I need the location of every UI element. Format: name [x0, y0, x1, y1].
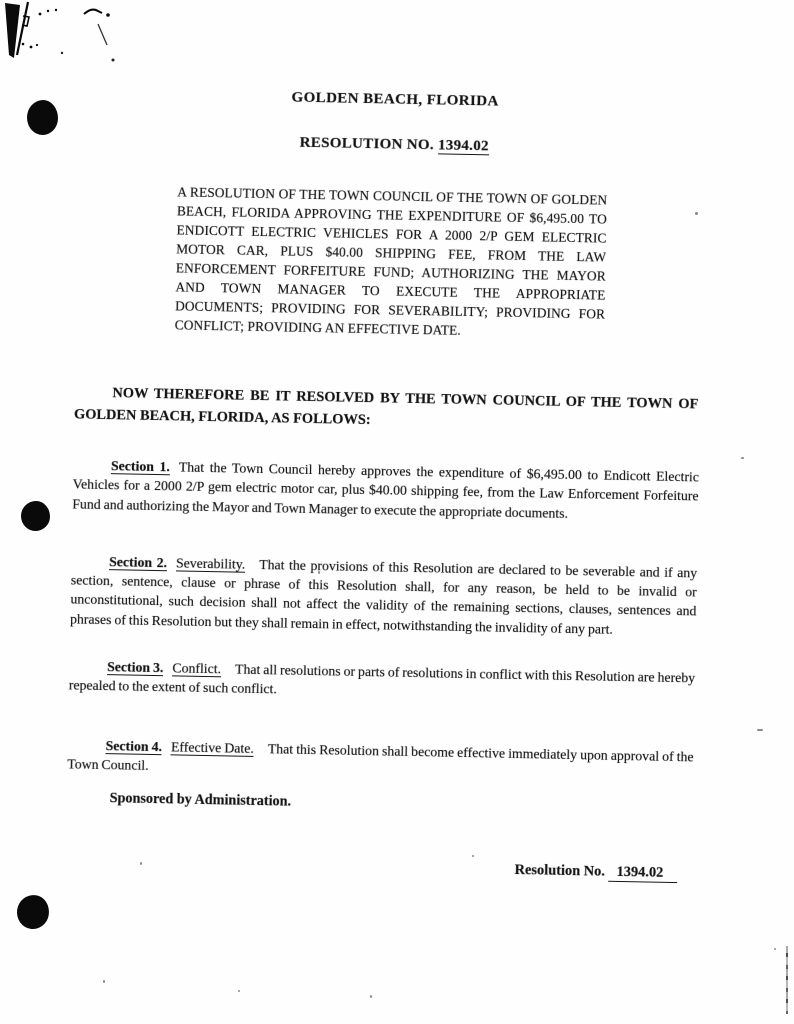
section-1	[72, 455, 699, 525]
section-3	[69, 656, 696, 707]
section-3-body: That all resolutions or parts of resolutions in conflict with this Resolution are hereby repealed to the extent of such conflict.	[68, 661, 696, 697]
toner-speck	[238, 990, 240, 992]
section-3-subheading: Conflict.	[172, 660, 222, 677]
toner-speck	[103, 980, 105, 983]
section-4	[67, 735, 694, 786]
resolution-number-label: RESOLUTION NO.	[299, 134, 435, 154]
scan-edge-artifact	[786, 946, 788, 1014]
footer-resolution-number	[0, 850, 778, 885]
sponsored-by-line: Sponsored by Administration.	[109, 790, 292, 810]
section-1-heading: Section 1.	[110, 458, 171, 475]
toner-speck	[370, 995, 372, 998]
section-1-body: That the Town Council hereby approves the expenditure of $6,495.00 to Endicott Electric Vehicles for a 2000 2/P gem electric motor car, plus $40.00 shipping fee, from the Law Enforcement Forfeiture Fund and authorizing the Mayor and Town Manager to execute the appropriate documents.	[72, 459, 700, 521]
section-2-subheading: Severability.	[175, 555, 246, 572]
footer-resolution-value: 1394.02	[608, 864, 677, 883]
footer-resolution-label: Resolution No.	[514, 862, 606, 880]
section-4-subheading: Effective Date.	[170, 739, 255, 756]
section-2	[70, 551, 697, 640]
section-2-heading: Section 2.	[109, 554, 168, 571]
document-title: GOLDEN BEACH, FLORIDA	[291, 89, 499, 110]
section-4-body: That this Resolution shall become effective immediately upon approval of the Town Council.	[67, 740, 694, 773]
resolution-number-value: 1394.02	[437, 137, 489, 155]
section-3-heading: Section 3.	[107, 659, 164, 676]
section-2-body: That the provisions of this Resolution are declared to be severable and if any section, sentence, clause or phrase of this Resolution shall, for any reason, be held to be invalid or unconstitutional, such decision shall not affect the validity of the remaining sections, clauses, sentences and phrases of this Resolution but they shall remain in effect, notwithstanding the invalidity of any part.	[69, 556, 698, 637]
resolved-clause: NOW THEREFORE BE IT RESOLVED BY THE TOWN COUNCIL OF THE TOWN OF GOLDEN BEACH, FLORIDA, AS FOLLOWS:	[73, 385, 699, 428]
preamble-clause: A RESOLUTION OF THE TOWN COUNCIL OF THE TOWN OF GOLDEN BEACH, FLORIDA APPROVING THE EXPENDITURE OF $6,495.00 TO ENDICOTT ELECTRIC VEHICLES FOR A 2000 2/P GEM ELECTRIC MOTOR CAR, PLUS $40.00 SHIPPING FEE, FROM THE LAW ENFORCEMENT FORFEITURE FUND; AUTHORIZING THE MAYOR AND TOWN MANAGER TO EXECUTE THE APPROPRIATE DOCUMENTS; PROVIDING FOR SEVERABILITY; PROVIDING FOR CONFLICT; PROVIDING AN EFFECTIVE DATE.	[174, 184, 608, 338]
section-4-heading: Section 4.	[105, 737, 163, 754]
toner-speck	[774, 948, 776, 950]
hole-punch-mark	[15, 893, 51, 931]
resolution-number-heading	[0, 128, 791, 162]
